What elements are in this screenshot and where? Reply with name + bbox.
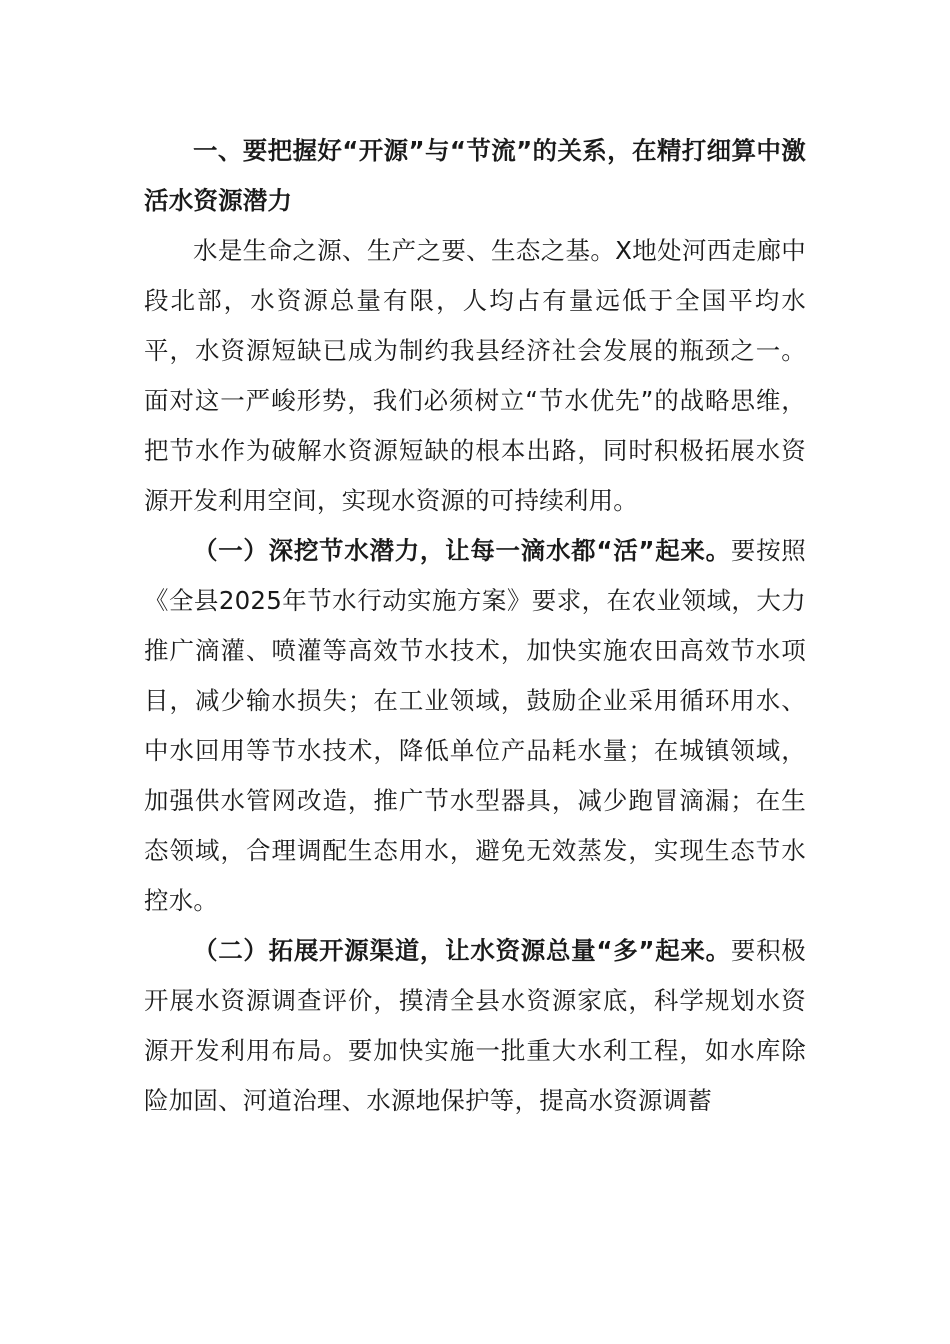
paragraph-text: 要按照《全县2025年节水行动实施方案》要求，在农业领域，大力推广滴灌、喷灌等高效节水技术，加快实施农田高效节水项目，减少输水损失；在工业领域，鼓励企业采用循环用水、中水回用等节水技术，降低单位产品耗水量；在城镇领域，加强供水管网改造，推广节水型器具，减少跑冒滴漏；在生态领域，合理调配生态用水，避免无效蒸发，实现生态节水控水。 xyxy=(144,536,806,915)
paragraph-lead: （一）深挖节水潜力，让每一滴水都“活”起来。 xyxy=(193,536,731,565)
paragraph-text: 要积极开展水资源调查评价，摸清全县水资源家底，科学规划水资源开发利用布局。要加快实施一批重大水利工程，如水库除险加固、河道治理、水源地保护等，提高水资源调蓄 xyxy=(144,936,806,1115)
document-page xyxy=(144,126,806,1126)
paragraph-text: 水是生命之源、生产之要、生态之基。X地处河西走廊中段北部，水资源总量有限，人均占有量远低于全国平均水平，水资源短缺已成为制约我县经济社会发展的瓶颈之一。面对这一严峻形势，我们必须树立“节水优先”的战略思维，把节水作为破解水资源短缺的根本出路，同时积极拓展水资源开发利用空间，实现水资源的可持续利用。 xyxy=(144,236,806,515)
paragraph-water-sources xyxy=(144,926,806,1126)
paragraph-intro xyxy=(144,226,806,526)
paragraph-lead: （二）拓展开源渠道，让水资源总量“多”起来。 xyxy=(193,936,731,965)
paragraph-water-saving xyxy=(144,526,806,926)
section-heading: 一、要把握好“开源”与“节流”的关系，在精打细算中激活水资源潜力 xyxy=(144,136,806,215)
